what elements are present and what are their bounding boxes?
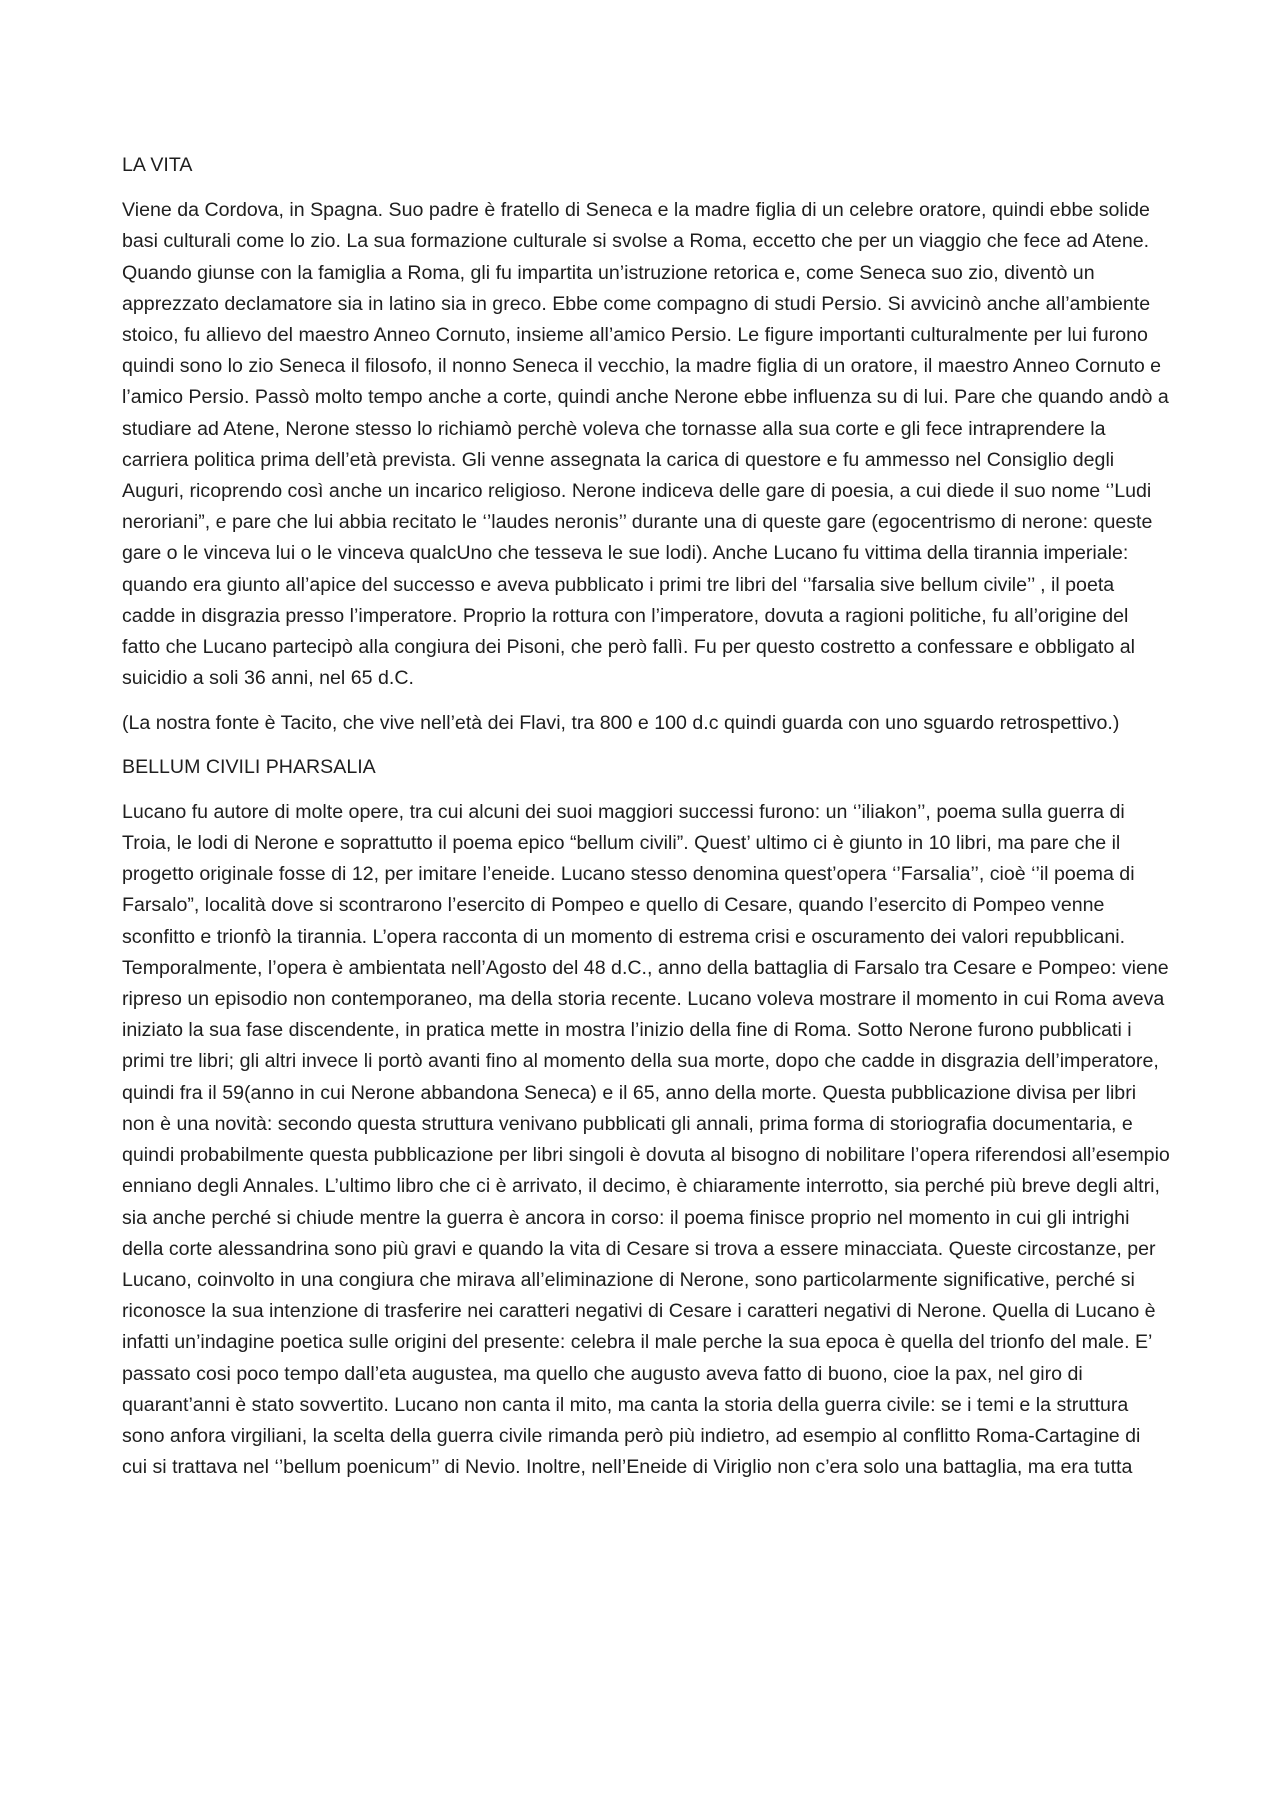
paragraph-vita-1: Viene da Cordova, in Spagna. Suo padre è fratello di Seneca e la madre figlia di un celebre oratore, quindi ebbe solide basi culturali come lo zio. La sua formazione culturale si svolse a Roma, eccetto che per un viaggio che fece ad Atene. Quando giunse con la famiglia a Roma, gli fu impartita un’istruzione retorica e, come Seneca suo zio, diventò un apprezzato declamatore sia in latino sia in greco. Ebbe come compagno di studi Persio. Si avvicinò anche all’ambiente stoico, fu allievo del maestro Anneo Cornuto, insieme all’amico Persio. Le figure importanti culturalmente per lui furono quindi sono lo zio Seneca il filosofo, il nonno Seneca il vecchio, la madre figlia di un oratore, il maestro Anneo Cornuto e l’amico Persio. Passò molto tempo anche a corte, quindi anche Nerone ebbe influenza su di lui. Pare che quando andò a studiare ad Atene, Nerone stesso lo richiamò perchè voleva che tornasse alla sua corte e gli fece intraprendere la carriera politica prima dell’età prevista. Gli venne assegnata la carica di questore e fu ammesso nel Consiglio degli Auguri, ricoprendo così anche un incarico religioso. Nerone indiceva delle gare di poesia, a cui diede il suo nome ‘’Ludi neroriani”, e pare che lui abbia recitato le ‘’laudes neronis’’ durante una di queste gare (egocentrismo di nerone: queste gare o le vinceva lui o le vinceva qualcUno che tesseva le sue lodi). Anche Lucano fu vittima della tirannia imperiale: quando era giunto all’apice del successo e aveva pubblicato i primi tre libri del ‘’farsalia sive bellum civile’’ , il poeta cadde in disgrazia presso l’imperatore. Proprio la rottura con l’imperatore, dovuta a ragioni politiche, fu all’origine del fatto che Lucano partecipò alla congiura dei Pisoni, che però fallì. Fu per questo costretto a confessare e obbligato al suicidio a soli 36 anni, nel 65 d.C. [122, 199, 1169, 690]
section-title-bellum-civili: BELLUM CIVILI PHARSALIA [122, 755, 376, 778]
document-page [122, 150, 1170, 1497]
section-title-la-vita: LA VITA [122, 154, 193, 176]
paragraph-vita-source-note: (La nostra fonte è Tacito, che vive nell’età dei Flavi, tra 800 e 100 d.c quindi guarda con uno sguardo retrospettivo.) [122, 712, 1120, 735]
paragraph-bellum-1: Lucano fu autore di molte opere, tra cui alcuni dei suoi maggiori successi furono: un ‘’iliakon’’, poema sulla guerra di Troia, le lodi di Nerone e soprattutto il poema epico “bellum civili”. Quest’ ultimo ci è giunto in 10 libri, ma pare che il progetto originale fosse di 12, per imitare l’eneide. Lucano stesso denomina quest’opera ‘’Farsalia’’, cioè ‘’il poema di Farsalo”, località dove si scontrarono l’esercito di Pompeo e quello di Cesare, quando l’esercito di Pompeo venne sconfitto e trionfò la tirannia. L’opera racconta di un momento di estrema crisi e oscuramento dei valori repubblicani. Temporalmente, l’opera è ambientata nell’Agosto del 48 d.C., anno della battaglia di Farsalo tra Cesare e Pompeo: viene ripreso un episodio non contemporaneo, ma della storia recente. Lucano voleva mostrare il momento in cui Roma aveva iniziato la sua fase discendente, in pratica mette in mostra l’inizio della fine di Roma. Sotto Nerone furono pubblicati i primi tre libri; gli altri invece li portò avanti fino al momento della sua morte, dopo che cadde in disgrazia dell’imperatore, quindi fra il 59(anno in cui Nerone abbandona Seneca) e il 65, anno della morte. Questa pubblicazione divisa per libri non è una novità: secondo questa struttura venivano pubblicati gli annali, prima forma di storiografia documentaria, e quindi probabilmente questa pubblicazione per libri singoli è dovuta al bisogno di nobilitare l’opera riferendosi all’esempio enniano degli Annales. L’ultimo libro che ci è arrivato, il decimo, è chiaramente interrotto, sia perché più breve degli altri, sia anche perché si chiude mentre la guerra è ancora in corso: il poema finisce proprio nel momento in cui gli intrighi della corte alessandrina sono più gravi e quando la vita di Cesare si trova a essere minacciata. Queste circostanze, per Lucano, coinvolto in una congiura che mirava all’eliminazione di Nerone, sono particolarmente significative, perché si riconosce la sua intenzione di trasferire nei caratteri negativi di Cesare i caratteri negativi di Nerone. Quella di Lucano è infatti un’indagine poetica sulle origini del presente: celebra il male perche la sua epoca è quella del trionfo del male. E’ passato cosi poco tempo dall’eta augustea, ma quello che augusto aveva fatto di buono, cioe la pax, nel giro di quarant’anni è stato sovvertito. Lucano non canta il mito, ma canta la storia della guerra civile: se i temi e la struttura sono anfora virgiliani, la scelta della guerra civile rimanda però più indietro, ad esempio al conflitto Roma-Cartagine di cui si trattava nel ‘’bellum poenicum’’ di Nevio. Inoltre, nell’Eneide di Viriglio non c’era solo una battaglia, ma era tutta [122, 800, 1170, 1479]
